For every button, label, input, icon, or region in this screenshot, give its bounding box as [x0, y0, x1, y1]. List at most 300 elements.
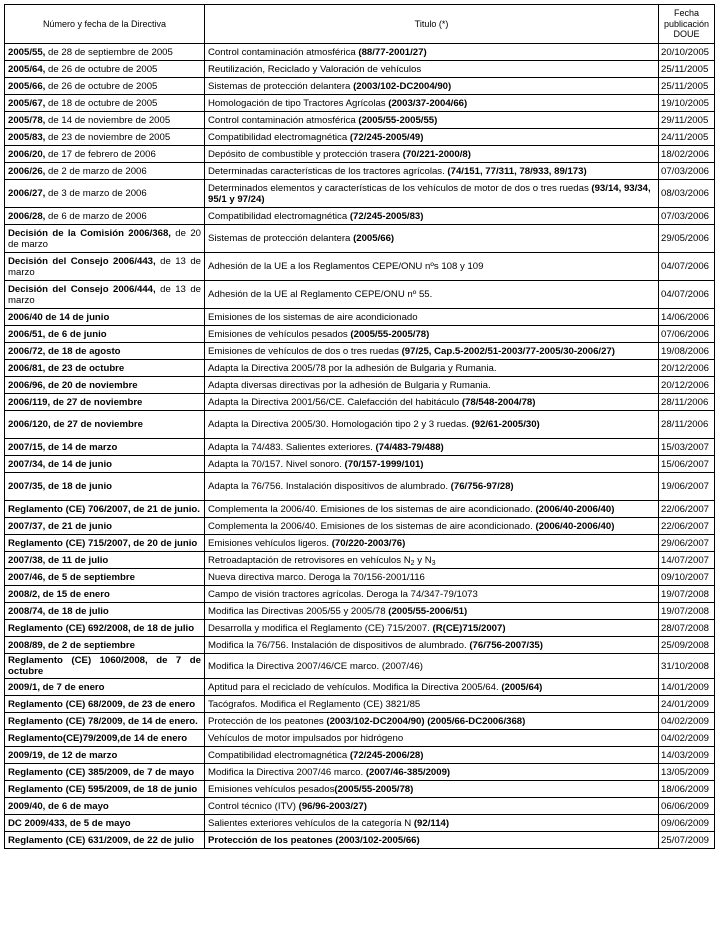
title-text: Adapta la 76/756. Instalación dispositivos de alumbrado.	[208, 481, 451, 492]
title-text: Compatibilidad electromagnética	[208, 131, 350, 143]
table-row	[5, 586, 715, 603]
title-reference: (88/77-2001/27)	[358, 46, 427, 58]
title-text: Aptitud para el reciclado de vehículos. Modifica la Directiva 2005/64.	[208, 681, 502, 693]
title-reference: (92/61-2005/30)	[471, 419, 540, 430]
title-reference: (92/114)	[413, 817, 450, 829]
table-row	[5, 730, 715, 747]
table-row	[5, 713, 715, 730]
publication-date: 29/11/2005	[659, 112, 715, 129]
title-reference: (2005/55-2005/55)	[358, 114, 438, 126]
table-row	[5, 112, 715, 129]
title-cell	[205, 713, 659, 730]
title-cell	[205, 61, 659, 78]
table-row	[5, 411, 715, 439]
directive-cell	[5, 377, 205, 394]
publication-date: 14/03/2009	[659, 747, 715, 764]
title-text: Homologación de tipo Tractores Agrícolas	[208, 97, 389, 109]
title-reference: (2003/102-DC2004/90)	[353, 80, 452, 92]
directive-number: 2005/67,	[8, 97, 46, 109]
table-row	[5, 163, 715, 180]
publication-date: 25/11/2005	[659, 61, 715, 78]
directive-cell	[5, 832, 205, 849]
directive-number: 2006/40 de 14 de junio	[8, 311, 110, 323]
publication-date: 04/07/2006	[659, 281, 715, 309]
directive-cell	[5, 654, 205, 679]
directive-cell	[5, 129, 205, 146]
directive-number: 2007/34, de 14 de junio	[8, 458, 112, 470]
publication-date: 24/01/2009	[659, 696, 715, 713]
table-row	[5, 253, 715, 281]
directive-cell	[5, 620, 205, 637]
title-reference: (72/245-2005/83)	[349, 210, 424, 222]
publication-date: 09/06/2009	[659, 815, 715, 832]
directive-number: 2007/37, de 21 de junio	[8, 520, 112, 532]
title-cell	[205, 747, 659, 764]
table-row	[5, 654, 715, 679]
table-row	[5, 456, 715, 473]
title-text: Tacógrafos. Modifica el Reglamento (CE) 3821/85	[208, 698, 421, 710]
directive-number: Reglamento (CE) 78/2009, de 14 de enero.	[8, 715, 198, 727]
directive-cell	[5, 586, 205, 603]
title-reference: (2003/37-2004/66)	[388, 97, 468, 109]
publication-date: 20/12/2006	[659, 360, 715, 377]
table-row	[5, 343, 715, 360]
directive-date-text: de 6 de marzo de 2006	[45, 210, 147, 222]
table-row	[5, 832, 715, 849]
title-cell	[205, 518, 659, 535]
title-cell	[205, 129, 659, 146]
directive-number: 2008/74, de 18 de julio	[8, 605, 109, 617]
directive-date-text: de 28 de septiembre de 2005	[45, 46, 173, 58]
directive-cell	[5, 603, 205, 620]
title-cell	[205, 764, 659, 781]
subscript-3: 3	[431, 559, 436, 567]
directive-date-text: de 13 de marzo	[8, 283, 202, 306]
title-cell	[205, 180, 659, 208]
title-cell	[205, 146, 659, 163]
title-text: Salientes exteriores vehículos de la categoría N	[208, 817, 414, 829]
directives-table	[4, 4, 715, 849]
title-text: Adapta la Directiva 2005/30. Homologación tipo 2 y 3 ruedas.	[208, 419, 472, 430]
directive-cell	[5, 281, 205, 309]
directive-number: Reglamento (CE) 631/2009, de 22 de julio	[8, 834, 195, 846]
title-text: Modifica las Directivas 2005/55 y 2005/78	[208, 605, 389, 617]
title-reference: Protección de los peatones (2003/102-2005/66)	[208, 834, 420, 846]
directive-number: 2009/40, de 6 de mayo	[8, 800, 109, 812]
directive-number: 2005/78,	[8, 114, 46, 126]
title-text: Control contaminación atmosférica	[208, 114, 359, 126]
directive-number: DC 2009/433, de 5 de mayo	[8, 817, 131, 829]
title-text: Adapta la Directiva 2005/78 por la adhesión de Bulgaria y Rumania.	[208, 362, 497, 374]
directive-cell	[5, 535, 205, 552]
publication-date: 20/12/2006	[659, 377, 715, 394]
directive-cell	[5, 552, 205, 569]
title-cell	[205, 603, 659, 620]
title-text: Adapta la 70/157. Nivel sonoro.	[208, 458, 345, 470]
table-row	[5, 552, 715, 569]
directive-cell	[5, 95, 205, 112]
directive-number: 2008/2, de 15 de enero	[8, 588, 110, 600]
directive-date-text: de 2 de marzo de 2006	[45, 165, 147, 177]
table-row	[5, 377, 715, 394]
publication-date: 25/11/2005	[659, 78, 715, 95]
directive-number: 2007/38, de 11 de julio	[8, 554, 109, 566]
title-text: Retroadaptación de retrovisores en vehículos N	[208, 554, 411, 566]
directive-cell	[5, 518, 205, 535]
header-title: Titulo (*)	[205, 5, 659, 44]
directive-number: 2005/83,	[8, 131, 46, 143]
directive-number: 2006/120, de 27 de noviembre	[8, 419, 143, 430]
title-cell	[205, 377, 659, 394]
title-text: Modifica la Directiva 2007/46 marco.	[208, 766, 366, 778]
title-cell	[205, 343, 659, 360]
publication-date: 07/03/2006	[659, 163, 715, 180]
table-row	[5, 473, 715, 501]
title-text: Determinados elementos y características de los vehículos de motor de dos o tres ruedas	[208, 182, 592, 194]
title-reference: (72/245-2006/28)	[349, 749, 424, 761]
publication-date: 19/07/2008	[659, 586, 715, 603]
directive-date-text: de 20 de marzo	[8, 227, 201, 250]
table-row	[5, 146, 715, 163]
table-row	[5, 225, 715, 253]
table-body	[5, 44, 715, 849]
title-text: Campo de visión tractores agrícolas. Deroga la 74/347-79/1073	[208, 588, 478, 600]
table-row	[5, 764, 715, 781]
title-text: Reutilización, Reciclado y Valoración de vehículos	[208, 63, 422, 75]
title-text: Adhesión de la UE al Reglamento CEPE/ONU nº 55.	[208, 289, 433, 300]
directives-document	[4, 4, 714, 849]
title-reference: (R(CE)715/2007)	[432, 622, 506, 634]
title-reference: (2007/46-385/2009)	[365, 766, 451, 778]
title-text: Sistemas de protección delantera	[208, 233, 354, 244]
directive-date-text: de 26 de octubre de 2005	[45, 80, 158, 92]
title-cell	[205, 473, 659, 501]
title-cell	[205, 44, 659, 61]
directive-number: 2006/51, de 6 de junio	[8, 328, 107, 340]
directive-cell	[5, 112, 205, 129]
title-cell	[205, 253, 659, 281]
title-text: Depósito de combustible y protección trasera	[208, 148, 403, 160]
publication-date: 14/06/2006	[659, 309, 715, 326]
title-cell	[205, 535, 659, 552]
title-cell	[205, 832, 659, 849]
title-cell	[205, 696, 659, 713]
title-text: Adapta la Directiva 2001/56/CE. Calefacción del habitáculo	[208, 396, 462, 408]
table-row	[5, 281, 715, 309]
title-cell	[205, 654, 659, 679]
directive-number: 2005/66,	[8, 80, 46, 92]
publication-date: 07/06/2006	[659, 326, 715, 343]
title-text: Emisiones de vehículos pesados	[208, 328, 351, 340]
publication-date: 07/03/2006	[659, 208, 715, 225]
publication-date: 09/10/2007	[659, 569, 715, 586]
title-reference: (2005/64)	[501, 681, 543, 693]
directive-number: 2008/89, de 2 de septiembre	[8, 639, 135, 651]
title-text: Emisiones vehículos pesados	[208, 783, 335, 795]
table-row	[5, 326, 715, 343]
title-text: Modifica la 76/756. Instalación de dispositivos de alumbrado.	[208, 639, 470, 651]
directive-cell	[5, 501, 205, 518]
title-text: Determinadas características de los tractores agrícolas.	[208, 165, 448, 177]
directive-cell	[5, 696, 205, 713]
directive-cell	[5, 456, 205, 473]
title-reference: (96/96-2003/27)	[298, 800, 367, 812]
publication-date: 15/06/2007	[659, 456, 715, 473]
directive-number: 2009/19, de 12 de marzo	[8, 749, 118, 761]
directive-cell	[5, 78, 205, 95]
title-cell	[205, 394, 659, 411]
publication-date: 31/10/2008	[659, 654, 715, 679]
title-reference: (2003/102-DC2004/90) (2005/66-DC2006/368)	[326, 715, 526, 727]
title-text: Desarrolla y modifica el Reglamento (CE) 715/2007.	[208, 622, 433, 634]
title-cell	[205, 730, 659, 747]
title-text: Adapta diversas directivas por la adhesión de Bulgaria y Rumania.	[208, 379, 491, 391]
publication-date: 13/05/2009	[659, 764, 715, 781]
directive-cell	[5, 163, 205, 180]
table-row	[5, 180, 715, 208]
table-row	[5, 535, 715, 552]
title-cell	[205, 552, 659, 569]
table-row	[5, 309, 715, 326]
publication-date: 19/08/2006	[659, 343, 715, 360]
directive-number: 2006/20,	[8, 148, 46, 160]
title-cell	[205, 781, 659, 798]
publication-date: 19/07/2008	[659, 603, 715, 620]
directive-number: 2006/81, de 23 de octubre	[8, 362, 125, 374]
subscript-2: 2	[410, 559, 415, 567]
publication-date: 28/11/2006	[659, 394, 715, 411]
title-reference: (2005/55-2005/78)	[334, 783, 414, 795]
title-reference: (76/756-2007/35)	[469, 639, 543, 651]
directive-cell	[5, 747, 205, 764]
table-row	[5, 679, 715, 696]
publication-date: 08/03/2006	[659, 180, 715, 208]
directive-number: Reglamento (CE) 385/2009, de 7 de mayo	[8, 766, 195, 778]
directive-number: 2005/55,	[8, 46, 46, 58]
publication-date: 29/06/2007	[659, 535, 715, 552]
title-cell	[205, 501, 659, 518]
table-row	[5, 44, 715, 61]
directive-date-text: de 13 de marzo	[8, 255, 202, 278]
table-row	[5, 781, 715, 798]
directive-cell	[5, 225, 205, 253]
title-cell	[205, 620, 659, 637]
title-text: Emisiones vehículos ligeros.	[208, 537, 332, 549]
title-reference: (74/151, 77/311, 78/933, 89/173)	[447, 165, 587, 177]
title-reference: (2006/40-2006/40)	[535, 503, 615, 515]
title-text: Adapta la 74/483. Salientes exteriores.	[208, 441, 376, 453]
directive-number: Decisión de la Comisión 2006/368,	[8, 227, 171, 239]
directive-cell	[5, 713, 205, 730]
directive-cell	[5, 439, 205, 456]
directive-cell	[5, 679, 205, 696]
publication-date: 28/11/2006	[659, 411, 715, 439]
directive-cell	[5, 730, 205, 747]
directive-number: 2006/119, de 27 de noviembre	[8, 396, 143, 408]
directive-cell	[5, 569, 205, 586]
table-row	[5, 439, 715, 456]
title-text: Compatibilidad electromagnética	[208, 210, 350, 222]
publication-date: 04/02/2009	[659, 713, 715, 730]
directive-date-text: de 17 de febrero de 2006	[45, 148, 156, 160]
directive-cell	[5, 394, 205, 411]
directive-number: Decisión del Consejo 2006/443,	[8, 255, 156, 267]
directive-number: 2006/72, de 18 de agosto	[8, 345, 121, 357]
title-reference: (2006/40-2006/40)	[535, 520, 615, 532]
publication-date: 25/07/2009	[659, 832, 715, 849]
title-text: Vehículos de motor impulsados por hidrógeno	[208, 732, 404, 744]
title-text-mid: y N	[414, 554, 432, 566]
directive-number: 2007/15, de 14 de marzo	[8, 441, 118, 453]
directive-cell	[5, 411, 205, 439]
title-text: Adhesión de la UE a los Reglamentos CEPE/ONU nºs 108 y 109	[208, 261, 484, 272]
directive-cell	[5, 253, 205, 281]
table-row	[5, 798, 715, 815]
title-cell	[205, 815, 659, 832]
title-cell	[205, 456, 659, 473]
title-cell	[205, 679, 659, 696]
title-text: Nueva directiva marco. Deroga la 70/156-2001/116	[208, 571, 425, 583]
publication-date: 14/01/2009	[659, 679, 715, 696]
directive-cell	[5, 781, 205, 798]
header-date: Fecha publicación DOUE	[659, 5, 715, 44]
table-row	[5, 61, 715, 78]
table-row	[5, 569, 715, 586]
directive-number: 2007/46, de 5 de septiembre	[8, 571, 135, 583]
title-reference: (74/483-79/488)	[375, 441, 444, 453]
title-text: Compatibilidad electromagnética	[208, 749, 350, 761]
table-row	[5, 95, 715, 112]
directive-date-text: de 18 de octubre de 2005	[45, 97, 158, 109]
directive-cell	[5, 343, 205, 360]
table-row	[5, 620, 715, 637]
header-directive: Número y fecha de la Directiva	[5, 5, 205, 44]
publication-date: 25/09/2008	[659, 637, 715, 654]
directive-number: 2007/35, de 18 de junio	[8, 481, 112, 492]
title-reference: (76/756-97/28)	[450, 481, 514, 492]
table-row	[5, 815, 715, 832]
title-reference: (2005/55-2005/78)	[350, 328, 430, 340]
title-cell	[205, 411, 659, 439]
directive-cell	[5, 208, 205, 225]
directive-number: Reglamento (CE) 595/2009, de 18 de junio	[8, 783, 198, 795]
publication-date: 22/06/2007	[659, 518, 715, 535]
directive-cell	[5, 326, 205, 343]
directive-date-text: de 23 de noviembre de 2005	[45, 131, 171, 143]
title-cell	[205, 637, 659, 654]
directive-number: Reglamento (CE) 68/2009, de 23 de enero	[8, 698, 196, 710]
directive-number: Reglamento (CE) 715/2007, de 20 de junio	[8, 537, 198, 549]
directive-number: 2006/26,	[8, 165, 46, 177]
publication-date: 18/06/2009	[659, 781, 715, 798]
directive-date-text: de 26 de octubre de 2005	[45, 63, 158, 75]
directive-cell	[5, 637, 205, 654]
title-text: Complementa la 2006/40. Emisiones de los sistemas de aire acondicionado.	[208, 520, 536, 532]
table-row	[5, 637, 715, 654]
directive-number: Reglamento (CE) 692/2008, de 18 de julio	[8, 622, 195, 634]
table-row	[5, 78, 715, 95]
title-reference: (97/25, Cap.5-2002/51-2003/77-2005/30-2006/27)	[401, 345, 615, 357]
title-reference: (72/245-2005/49)	[349, 131, 424, 143]
title-text: Complementa la 2006/40. Emisiones de los sistemas de aire acondicionado.	[208, 503, 536, 515]
title-cell	[205, 798, 659, 815]
title-text: Emisiones de vehículos de dos o tres ruedas	[208, 345, 402, 357]
directive-cell	[5, 815, 205, 832]
directive-number: Reglamento (CE) 706/2007, de 21 de junio.	[8, 503, 200, 515]
title-reference: (70/220-2003/76)	[331, 537, 406, 549]
publication-date: 29/05/2006	[659, 225, 715, 253]
title-text: Emisiones de los sistemas de aire acondicionado	[208, 311, 418, 323]
directive-date-text: de 3 de marzo de 2006	[45, 188, 147, 199]
title-text: Control contaminación atmosférica	[208, 46, 359, 58]
title-reference: (93/14, 93/34, 95/1 y 97/24)	[208, 182, 651, 205]
publication-date: 19/10/2005	[659, 95, 715, 112]
title-cell	[205, 439, 659, 456]
directive-number: 2006/28,	[8, 210, 46, 222]
title-reference: (70/221-2000/8)	[402, 148, 471, 160]
title-cell	[205, 112, 659, 129]
directive-number: 2006/96, de 20 de noviembre	[8, 379, 138, 391]
title-text: Protección de los peatones	[208, 715, 327, 727]
directive-cell	[5, 146, 205, 163]
publication-date: 14/07/2007	[659, 552, 715, 569]
publication-date: 20/10/2005	[659, 44, 715, 61]
directive-cell	[5, 61, 205, 78]
directive-number: Reglamento (CE) 1060/2008, de 7 de octubre	[8, 655, 201, 677]
table-row	[5, 501, 715, 518]
table-row	[5, 696, 715, 713]
directive-cell	[5, 309, 205, 326]
table-row	[5, 360, 715, 377]
directive-number: Decisión del Consejo 2006/444,	[8, 283, 156, 295]
directive-cell	[5, 473, 205, 501]
directive-number: Reglamento(CE)79/2009,de 14 de enero	[8, 732, 188, 744]
table-header-row	[5, 5, 715, 44]
publication-date: 24/11/2005	[659, 129, 715, 146]
publication-date: 15/03/2007	[659, 439, 715, 456]
table-row	[5, 518, 715, 535]
title-cell	[205, 208, 659, 225]
publication-date: 19/06/2007	[659, 473, 715, 501]
title-text: Sistemas de protección delantera	[208, 80, 354, 92]
table-row	[5, 394, 715, 411]
title-text: Control técnico (ITV)	[208, 800, 299, 812]
title-cell	[205, 225, 659, 253]
title-cell	[205, 163, 659, 180]
publication-date: 22/06/2007	[659, 501, 715, 518]
table-row	[5, 208, 715, 225]
title-reference: (2005/55-2006/51)	[388, 605, 468, 617]
directive-number: 2005/64,	[8, 63, 46, 75]
table-row	[5, 603, 715, 620]
table-row	[5, 747, 715, 764]
title-text: Modifica la Directiva 2007/46/CE marco. (2007/46)	[208, 660, 423, 672]
directive-number: 2009/1, de 7 de enero	[8, 681, 105, 693]
title-cell	[205, 281, 659, 309]
title-cell	[205, 78, 659, 95]
directive-cell	[5, 798, 205, 815]
directive-cell	[5, 764, 205, 781]
publication-date: 06/06/2009	[659, 798, 715, 815]
directive-cell	[5, 180, 205, 208]
publication-date: 04/02/2009	[659, 730, 715, 747]
table-row	[5, 129, 715, 146]
title-reference: (78/548-2004/78)	[461, 396, 536, 408]
directive-number: 2006/27,	[8, 188, 46, 199]
title-cell	[205, 569, 659, 586]
title-reference: (2005/66)	[353, 233, 395, 244]
publication-date: 18/02/2006	[659, 146, 715, 163]
